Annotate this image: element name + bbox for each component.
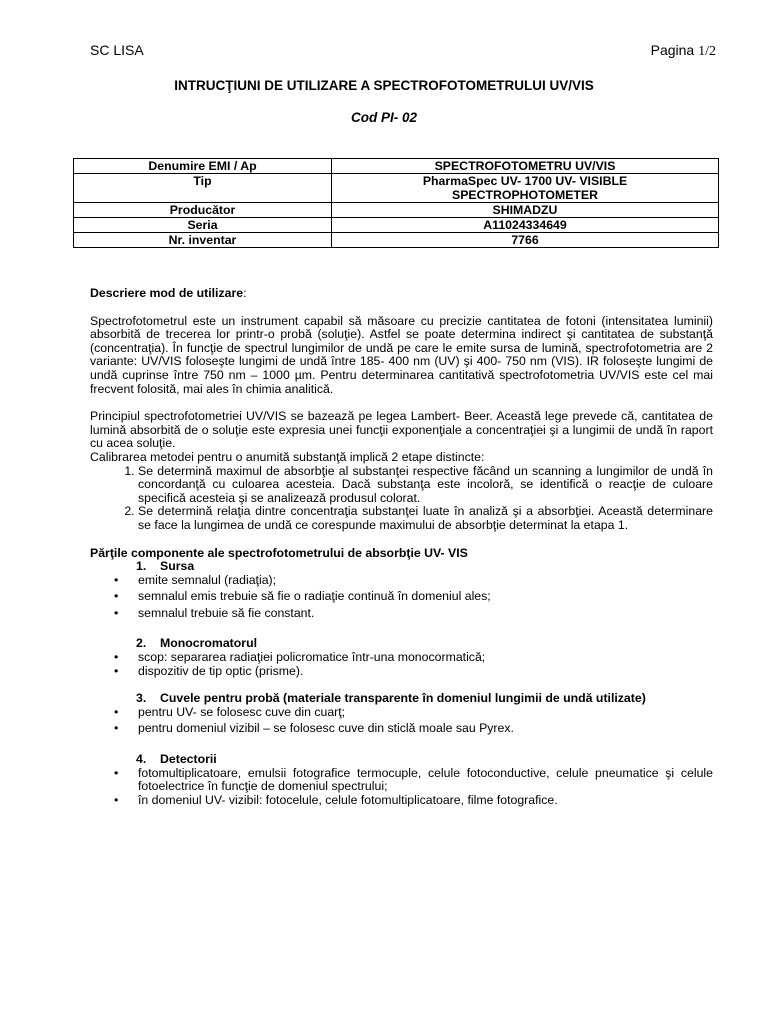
table-cell-label: Tip: [74, 174, 332, 203]
table-cell-value: A11024334649: [332, 218, 719, 233]
section-heading-source: [90, 560, 713, 574]
table-cell-value-line: SPECTROPHOTOMETER: [452, 188, 598, 202]
list-item: • în domeniul UV- vizibil: fotocelule, celule fotomultiplicatoare, filme fotografice.: [90, 794, 713, 808]
calibration-step: 1. Se determină maximul de absorbţie al substanţei respective făcând un scanning a lungimilor de undă în concordanţă cu culoarea acesteia. Dacă substanţa este incoloră, se identifică o reacţie de culoare specifică acesteia şi se analizează produsul colorat.: [138, 465, 713, 506]
section-bullets: [90, 574, 713, 621]
table-cell-label: Seria: [74, 218, 332, 233]
table-cell-value: 7766: [332, 233, 719, 248]
table-row: [74, 174, 719, 203]
table-row: [74, 159, 719, 174]
principle-paragraph: Principiul spectrofotometriei UV/VIS se bazează pe legea Lambert- Beer. Această lege prevede că, cantitatea de lumină absorbită de o soluţie este expresia unei funcţii exponenţiale a concentraţiei şi a lungimii de undă în raport cu acea soluţie.: [90, 409, 713, 451]
section-number: 3.: [136, 691, 147, 706]
list-item: • semnalul emis trebuie să fie o radiaţie continuă în domeniul ales;: [90, 590, 713, 604]
calibration-intro: Calibrarea metodei pentru o anumită substanţă implică 2 etape distincte:: [90, 449, 485, 464]
section-bullets: [90, 767, 713, 808]
section-title: Monocromatorul: [160, 636, 258, 651]
page-number: 1/2: [698, 44, 716, 59]
table-cell-value-line: PharmaSpec UV- 1700 UV- VISIBLE: [422, 174, 628, 188]
table-cell-label: Denumire EMI / Ap: [74, 159, 332, 174]
section-heading-detectors: [90, 753, 713, 767]
description-heading-suffix: :: [243, 286, 247, 300]
table-row: [74, 218, 719, 233]
description-heading-text: Descriere mod de utilizare: [90, 286, 244, 300]
list-item: • pentru UV- se folosesc cuve din cuarţ;: [90, 706, 713, 720]
section-number: 2.: [136, 636, 147, 651]
section-bullets: [90, 651, 713, 678]
table-cell-label: Producător: [74, 203, 332, 218]
page-label: Pagina: [650, 42, 695, 58]
document-body: [90, 287, 713, 807]
section-heading-monochromator: [90, 637, 713, 651]
table-row: [74, 203, 719, 218]
document-code: Cod PI- 02: [350, 110, 417, 125]
section-title: Sursa: [160, 559, 195, 574]
description-heading: [90, 287, 713, 301]
section-bullets: [90, 706, 713, 736]
section-number: 4.: [136, 752, 147, 767]
calibration-steps: [90, 465, 713, 533]
table-row: [74, 233, 719, 248]
list-item: • dispozitiv de tip optic (prisme).: [90, 665, 713, 679]
list-item: • pentru domeniul vizibil – se folosesc cuve din sticlă moale sau Pyrex.: [90, 722, 713, 736]
header-company: SC LISA: [90, 42, 144, 58]
table-cell-value: SHIMADZU: [332, 203, 719, 218]
calibration-step: 2. Se determină relaţia dintre concentraţia substanţei luate în analiză şi a absorbţiei. Această determinare se face la lungimea de undă ce corespunde maximului de absorbţie determinat la etapa 1.: [138, 505, 713, 532]
section-title: Detectorii: [160, 752, 217, 767]
header-page-number: [651, 44, 716, 59]
table-cell-value: SPECTROFOTOMETRU UV/VIS: [332, 159, 719, 174]
list-item: • semnalul trebuie să fie constant.: [90, 607, 713, 621]
section-heading-cuvettes: [90, 692, 713, 706]
document-title: INTRUCŢIUNI DE UTILIZARE A SPECTROFOTOMETRULUI UV/VIS: [174, 78, 594, 93]
list-item: • fotomultiplicatoare, emulsii fotografice termocuple, celule fotoconductive, celule pneumatice şi celule fotoelectrice în funcţie de domeniul spectrului;: [90, 767, 713, 794]
table-cell-value: [332, 174, 719, 203]
list-item: • emite semnalul (radiaţia);: [90, 574, 713, 588]
table-cell-label: Nr. inventar: [74, 233, 332, 248]
section-number: 1.: [136, 559, 147, 574]
equipment-info-table: [73, 158, 719, 248]
description-paragraph: Spectrofotometrul este un instrument capabil să măsoare cu precizie cantitatea de fotoni (intensitatea luminii) absorbită de trecerea lor printr-o probă (soluţie). Astfel se poate determina indirect şi cantitatea de substanţă (concentraţia). În funcţie de spectrul lungimilor de undă pe care le emite sursa de lumină, spectrofotometria are 2 variante: UV/VIS foloseşte lungimi de undă între 185- 400 nm (UV) şi 400- 750 nm (VIS). IR foloseşte lungimi de undă cuprinse între 750 nm – 1000 µm. Pentru determinarea cantitativă spectrofotometria UV/VIS este cel mai frecvent folosită, mai ales în chimia analitică.: [90, 313, 713, 396]
list-item: • scop: separarea radiaţiei policromatice într-una monocormatică;: [90, 651, 713, 665]
components-heading: Părţile componente ale spectrofotometrului de absorbţie UV- VIS: [90, 545, 468, 560]
section-title: Cuvele pentru probă (materiale transparente în domeniul lungimii de undă utilizate): [160, 691, 646, 706]
